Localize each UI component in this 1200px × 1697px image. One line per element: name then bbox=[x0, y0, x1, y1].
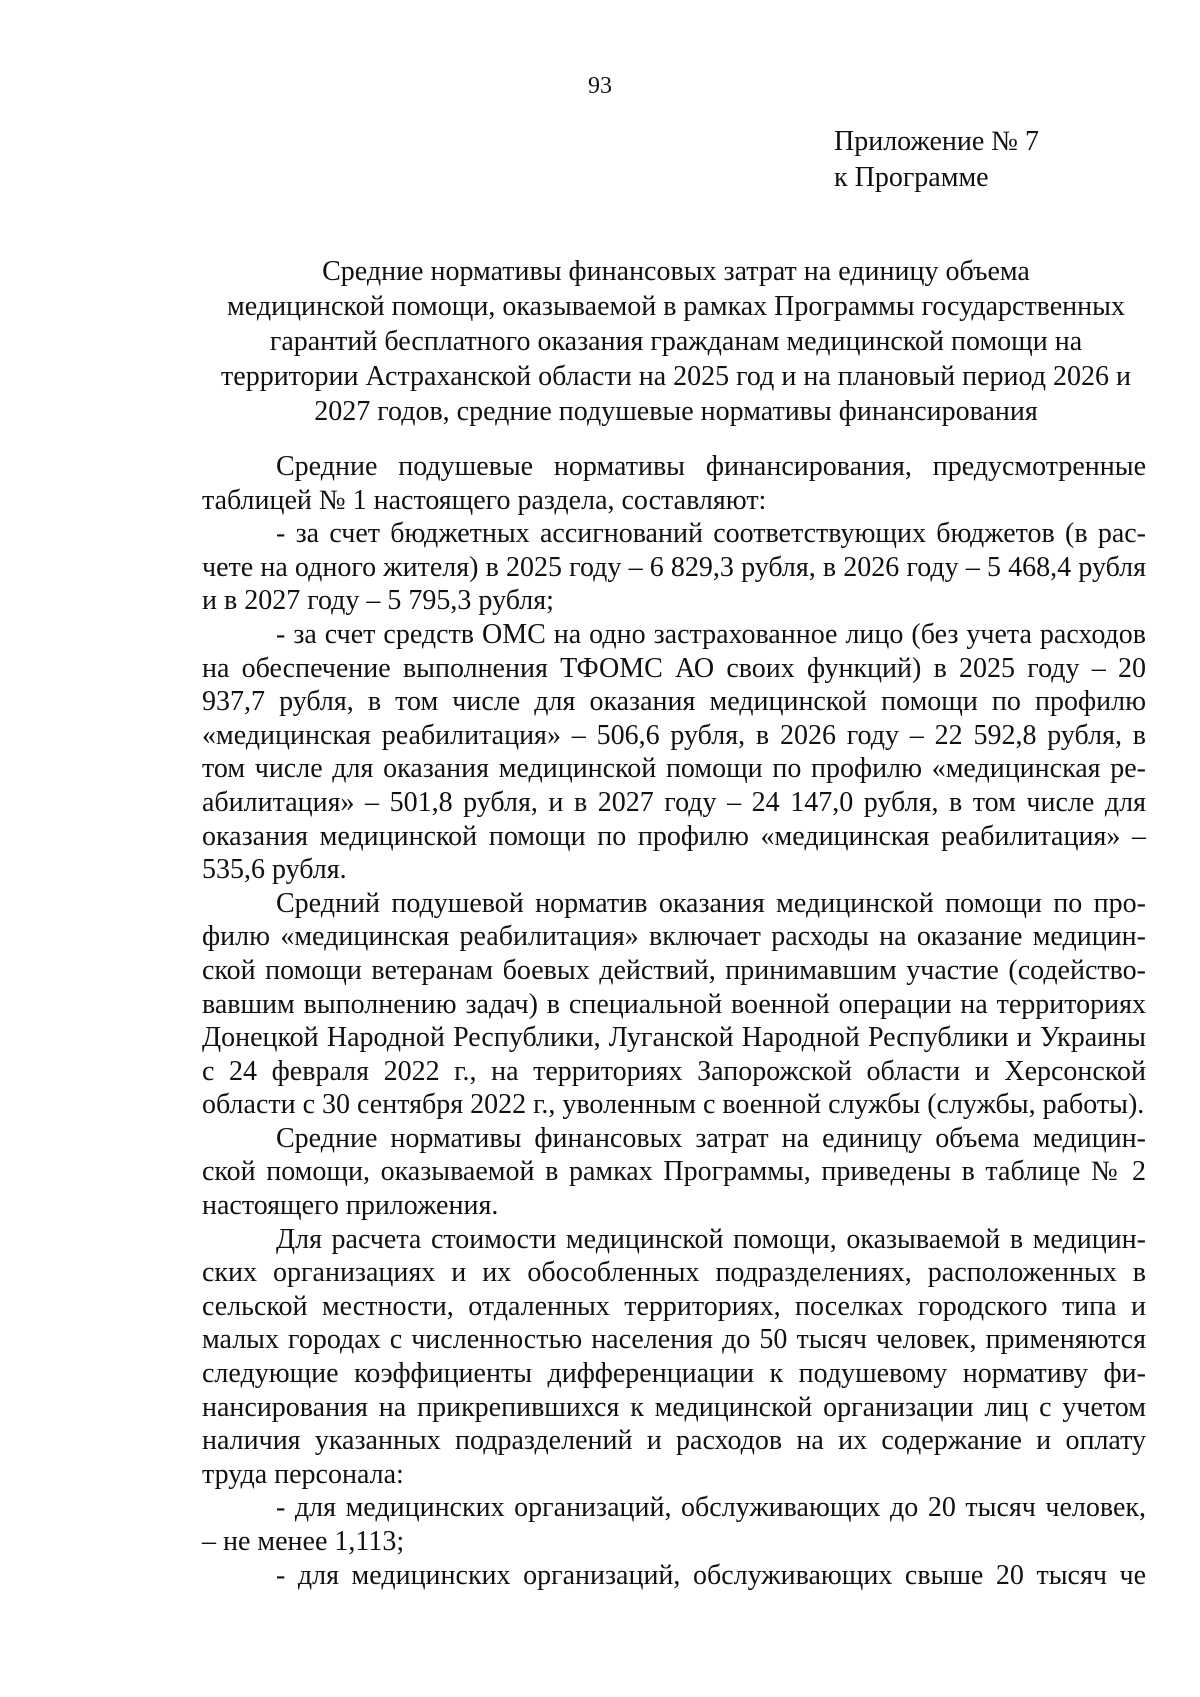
list-item: - за счет средств ОМС на одно застрахованное лицо (без учета расходов на обеспечение выполнения ТФОМС АО своих функций) в 2025 году – 20 937,7 рубля, в том числе для оказания медицинской помощи по профилю «медицинская реабилитация» – 506,6 рубля, в 2026 году – 22 592,8 рубля, в том числе для оказания медицинской помощи по профилю «медицинская реабилитация» – 501,8 рубля, и в 2027 году – 24 147,0 рубля, в том числе для оказания медицинской помощи по профилю «медицинская реабилитация» – 535,6 рубля. bbox=[202, 618, 1146, 886]
list-item: - за счет бюджетных ассигнований соответствующих бюджетов (в расчете на одного жителя) в 2025 году – 6 829,3 рубля, в 2026 году – 5 468,4 рубля и в 2027 году – 5 795,3 рубля; bbox=[202, 518, 1146, 617]
paragraph: Средний подушевой норматив оказания медицинской помощи по профилю «медицинская реабилитация» включает расходы на оказание медицинской помощи ветеранам боевых действий, принимавшим участие (содействовавшим выполнению задач) в специальной военной операции на территориях Донецкой Народной Республики, Луганской Народной Республики и Украины с 24 февраля 2022 г., на территориях Запорожской области и Херсонской области с 30 сентября 2022 г., уволенным с военной службы (службы, работы). bbox=[202, 887, 1146, 1121]
appendix-note bbox=[834, 124, 1039, 196]
appendix-line: Приложение № 7 bbox=[834, 126, 1039, 157]
paragraph: Средние нормативы финансовых затрат на единицу объема медицинской помощи, оказываемой в рамках Программы, приведены в таблице № 2 настоящего приложения. bbox=[202, 1122, 1146, 1222]
title-line: Средние нормативы финансовых затрат на единицу объема bbox=[322, 256, 1030, 287]
page-number: 93 bbox=[588, 73, 612, 99]
paragraph: Средние подушевые нормативы финансирования, предусмотренные таблицей № 1 настоящего раздела, составляют: bbox=[202, 451, 1146, 516]
paragraph: Для расчета стоимости медицинской помощи, оказываемой в медицинских организациях и их обособленных подразделениях, расположенных в сельской местности, отдаленных территориях, поселках городского типа и малых городах с численностью населения до 50 тысяч человек, применяются следующие коэффициенты дифференциации к подушевому нормативу финансирования на прикрепившихся к медицинской организации лиц с учетом наличия указанных подразделений и расходов на их содержание и оплату труда персонала: bbox=[202, 1223, 1146, 1490]
title-line: медицинской помощи, оказываемой в рамках Программы государственных bbox=[227, 291, 1125, 322]
title-line: гарантий бесплатного оказания гражданам медицинской помощи на bbox=[269, 326, 1083, 357]
appendix-line: к Программе bbox=[834, 162, 989, 193]
title-line: 2027 годов, средние подушевые нормативы финансирования bbox=[314, 396, 1038, 427]
document-title bbox=[196, 254, 1156, 429]
list-item: - для медицинских организаций, обслуживающих до 20 тысяч человек, – не менее 1,113; bbox=[202, 1492, 1146, 1557]
document-body bbox=[202, 450, 1146, 1592]
title-line: территории Астраханской области на 2025 год и на плановый период 2026 и bbox=[221, 361, 1131, 392]
list-item: - для медицинских организаций, обслуживающих свыше 20 тысяч че bbox=[276, 1559, 1146, 1591]
